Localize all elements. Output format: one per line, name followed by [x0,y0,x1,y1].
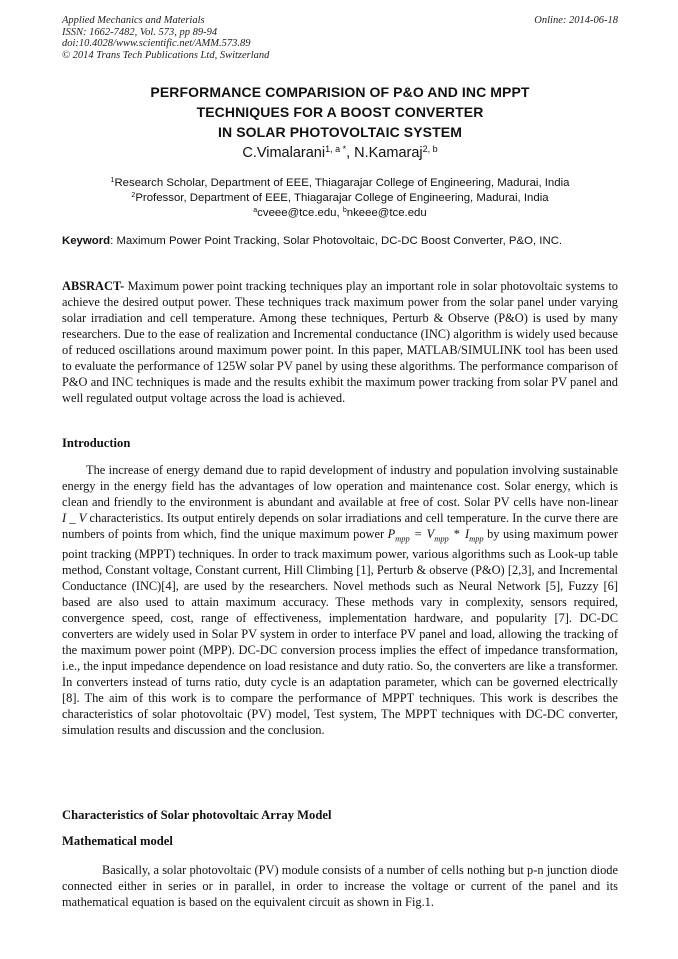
email-b-superscript: b [342,207,347,215]
author-list [62,144,618,162]
email-a[interactable]: cveee@tce.edu [257,207,337,219]
email-a-superscript: a [253,207,258,215]
title-line-1: PERFORMANCE COMPARISION OF P&O AND INC MPPT [150,84,530,100]
keywords-text: : Maximum Power Point Tracking, Solar Photovoltaic, DC-DC Boost Converter, P&O, INC. [110,235,563,247]
max-power-equation [387,527,484,544]
email-b[interactable]: nkeee@tce.edu [346,207,427,219]
keywords-label: Keyword [62,235,111,247]
eq-equals: = [414,527,422,541]
title-line-3: IN SOLAR PHOTOVOLTAIC SYSTEM [218,124,462,140]
eq-current: I [464,527,470,541]
affiliation-1-text: Research Scholar, Department of EEE, Thiagarajar College of Engineering, Madurai, India [114,177,570,189]
eq-power: P [387,527,396,541]
eq-current-subscript: mpp [469,533,484,544]
eq-voltage-subscript: mpp [434,533,449,544]
mathematical-model-heading: Mathematical model [62,834,173,848]
iv-current: I [62,511,67,525]
mathematical-model-paragraph: Basically, a solar photovoltaic (PV) module consists of a number of cells nothing but p-n junction diode connected either in series or in parallel, in order to increase the voltage or current of the panel and its mathematical equation is based on the equivalent circuit as shown in Fig.1. [62,863,618,909]
abstract [62,278,618,406]
title-line-2: TECHNIQUES FOR A BOOST CONVERTER [196,104,484,120]
affiliations [62,176,618,221]
author-separator: , [346,145,355,161]
iv-separator: _ [66,511,79,525]
author-2: N.Kamaraj [354,145,423,161]
introduction-heading: Introduction [62,436,131,450]
journal-name: Applied Mechanics and Materials [62,15,205,26]
affiliation-2 [62,191,618,206]
intro-text-3: by using maximum power point tracking (MPPT) techniques. In order to track maximum power, various algorithms such as Look-up table method, Constant voltage, Constant current, Hill Climbing [1], Perturb & observe (P&O) [2,3], and Incremental Conductance (INC)[4], are used by the researchers. Novel methods such as Neural Network [5], Fuzzy [6] based are also used to attain maximum accuracy. These methods vary in complexity, sensors required, convergence speed, cost, range of effectiveness, implementation hardware, and popularity [7]. DC-DC converters are widely used in Solar PV system in order to interface PV panel and load, allowing the tracking of the maximum power point (MPP). DC-DC conversion process implies the effect of impedance transformation, i.e., the input impedance dependence on load resistance and duty ratio. So, the converters are like a transformer. In converters instead of turns ratio, duty cycle is an adaptation parameter, which can be governed electrically [8]. The aim of this work is to compare the performance of MPPT techniques. This work is describes the characteristics of solar photovoltaic (PV) model, Test system, The MPPT techniques with DC-DC converter, simulation results and discussion and the conclusion. [62,527,618,738]
author-emails [62,206,618,221]
eq-times: * [453,527,460,541]
intro-text-1: The increase of energy demand due to rapid development of industry and population involving sustainable energy in the energy field has the advantages of low operation and maintenance cost. Solar energy, which is clean and friendly to the environment is abundant and available at free of cost. Solar PV cells have non-linear [62,463,618,509]
affiliation-1-superscript: 1 [110,177,115,185]
section-2-heading: Characteristics of Solar photovoltaic Array Model [62,808,332,822]
author-2-superscript: 2, b [422,144,438,155]
paper-title [62,82,618,142]
email-separator: , [336,207,343,219]
journal-header [62,15,618,61]
iv-voltage: V [78,511,87,525]
eq-voltage: V [426,527,435,541]
journal-issn: ISSN: 1662-7482, Vol. 573, pp 89-94 [62,26,218,38]
iv-expression [62,511,86,525]
affiliation-1 [62,176,618,191]
journal-doi[interactable]: doi:10.4028/www.scientific.net/AMM.573.89 [62,38,251,50]
abstract-label: ABSRACT- [62,279,125,293]
affiliation-2-superscript: 2 [131,192,136,200]
intro-text-2: characteristics. Its output entirely depends on solar irradiations and cell temperature. In the curve there are numbers of points from which, find the unique maximum power [62,511,619,541]
online-date: Online: 2014-06-18 [534,15,618,26]
introduction-paragraph [62,462,618,738]
author-1: C.Vimalarani [242,145,326,161]
author-1-superscript: 1, a * [325,144,347,155]
affiliation-2-text: Professor, Department of EEE, Thiagarajar College of Engineering, Madurai, India [135,192,549,204]
journal-copyright: © 2014 Trans Tech Publications Ltd, Switzerland [62,49,270,61]
eq-power-subscript: mpp [395,533,410,544]
abstract-text: Maximum power point tracking techniques play an important role in solar photovoltaic systems to achieve the desired output power. These techniques track maximum power from the solar panel under varying solar irradiation and cell temperature. Among these techniques, Perturb & Observe (P&O) is used by many researchers. Due to the ease of realization and Incremental conductance (INC) algorithm is widely used because of reduced oscillations around maximum power point. In this paper, MATLAB/SIMULINK tool has been used to evaluate the performance of 125W solar PV panel by using these algorithms. The performance comparison of P&O and INC techniques is made and the results exhibit the maximum power tracking from solar PV panel and well regulated output voltage across the load is achieved. [62,279,618,405]
keywords [62,234,588,249]
